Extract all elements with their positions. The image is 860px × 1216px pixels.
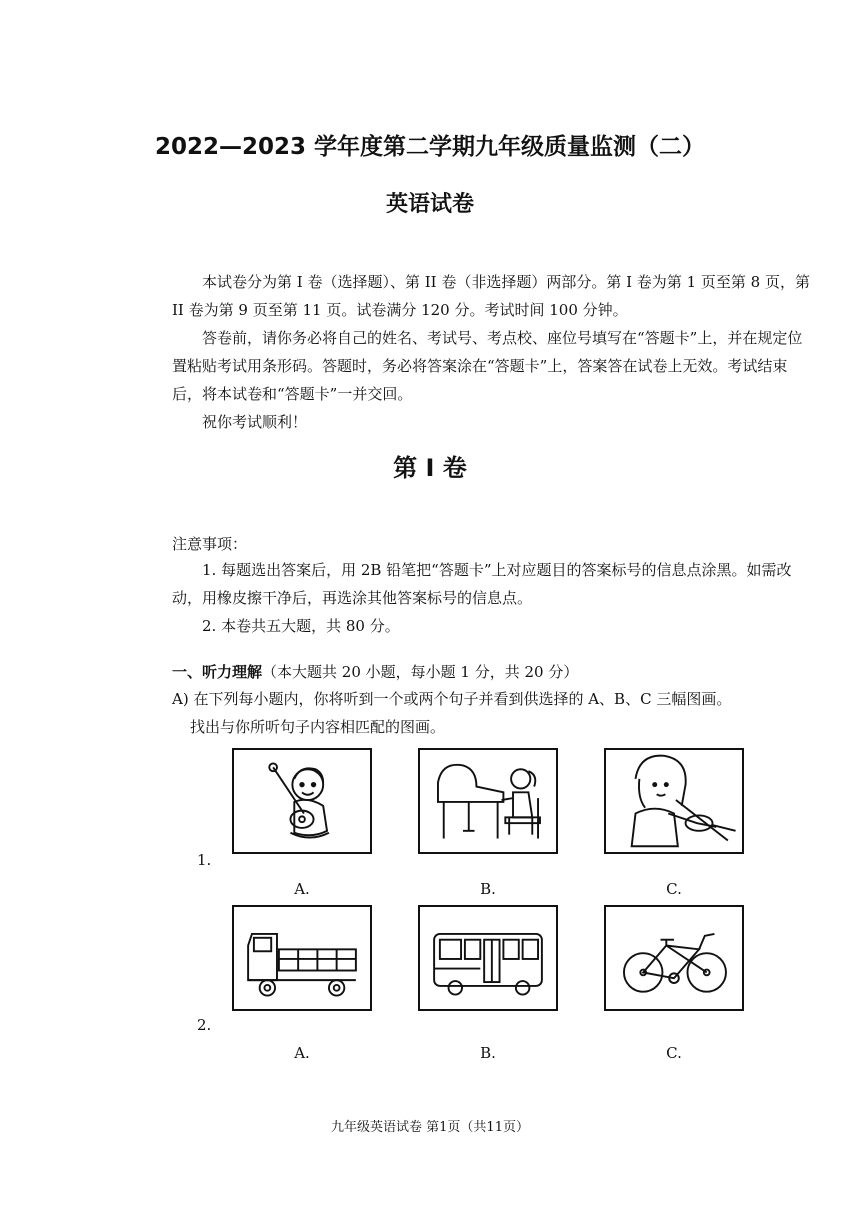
q1-option-c-label: C. bbox=[666, 880, 682, 898]
section-1-title: 一、听力理解 bbox=[172, 663, 263, 681]
truck-icon bbox=[234, 907, 370, 1009]
q1-option-c-picture[interactable] bbox=[604, 748, 744, 854]
question-1-number: 1. bbox=[197, 851, 212, 869]
q2-option-b-label: B. bbox=[480, 1044, 496, 1062]
part-a-instructions bbox=[172, 685, 832, 741]
q2-option-a-label: A. bbox=[294, 1044, 310, 1062]
q1-option-a-picture[interactable] bbox=[232, 748, 372, 854]
section-1-heading bbox=[172, 658, 832, 686]
exam-subtitle: 英语试卷 bbox=[385, 192, 474, 217]
girl-piano-icon bbox=[420, 750, 556, 852]
q2-option-a-picture[interactable] bbox=[232, 905, 372, 1011]
q1-option-a-label: A. bbox=[294, 880, 310, 898]
intro-paragraph-1: 本试卷分为第 I 卷（选择题）、第 II 卷（非选择题）两部分。第 I 卷为第 1 页至第 8 页，第 II 卷为第 9 页至第 11 页。试卷满分 120 分。考试时间 100 分钟。 bbox=[172, 273, 810, 319]
intro-paragraph-2: 答卷前，请你务必将自己的姓名、考试号、考点校、座位号填写在“答题卡”上，并在规定位置粘贴考试用条形码。答题时，务必将答案涂在“答题卡”上，答案答在试卷上无效。考试结束后，将本试卷和“答题卡”一并交回。 bbox=[172, 329, 803, 403]
part-a-line-1: A) 在下列每小题内，你将听到一个或两个句子并看到供选择的 A、B、C 三幅图画。 bbox=[172, 690, 732, 708]
notes-list bbox=[172, 556, 812, 640]
q1-option-b-label: B. bbox=[480, 880, 496, 898]
q2-option-c-picture[interactable] bbox=[604, 905, 744, 1011]
q2-option-b-picture[interactable] bbox=[418, 905, 558, 1011]
part-a-line-2: 找出与你所听句子内容相匹配的图画。 bbox=[190, 718, 446, 736]
question-2-number: 2. bbox=[197, 1016, 212, 1034]
q1-option-b-picture[interactable] bbox=[418, 748, 558, 854]
note-item-2: 2. 本卷共五大题，共 80 分。 bbox=[202, 617, 400, 635]
intro-paragraph-3: 祝你考试顺利！ bbox=[202, 413, 308, 431]
page-footer: 九年级英语试卷 第1页（共11页） bbox=[331, 1120, 529, 1135]
bus-icon bbox=[420, 907, 556, 1009]
q2-option-c-label: C. bbox=[666, 1044, 682, 1062]
girl-violin-icon bbox=[606, 750, 742, 852]
volume-title: 第 I 卷 bbox=[393, 454, 467, 482]
notes-title: 注意事项： bbox=[172, 535, 248, 553]
intro-instructions bbox=[172, 268, 812, 436]
boy-guitar-icon bbox=[234, 750, 370, 852]
note-item-1: 1. 每题选出答案后，用 2B 铅笔把“答题卡”上对应题目的答案标号的信息点涂黑。如需改动，用橡皮擦干净后，再选涂其他答案标号的信息点。 bbox=[172, 561, 792, 607]
bicycle-icon bbox=[606, 907, 742, 1009]
exam-title: 2022—2023 学年度第二学期九年级质量监测（二） bbox=[154, 134, 706, 160]
section-1-detail: （本大题共 20 小题，每小题 1 分，共 20 分） bbox=[262, 663, 579, 681]
